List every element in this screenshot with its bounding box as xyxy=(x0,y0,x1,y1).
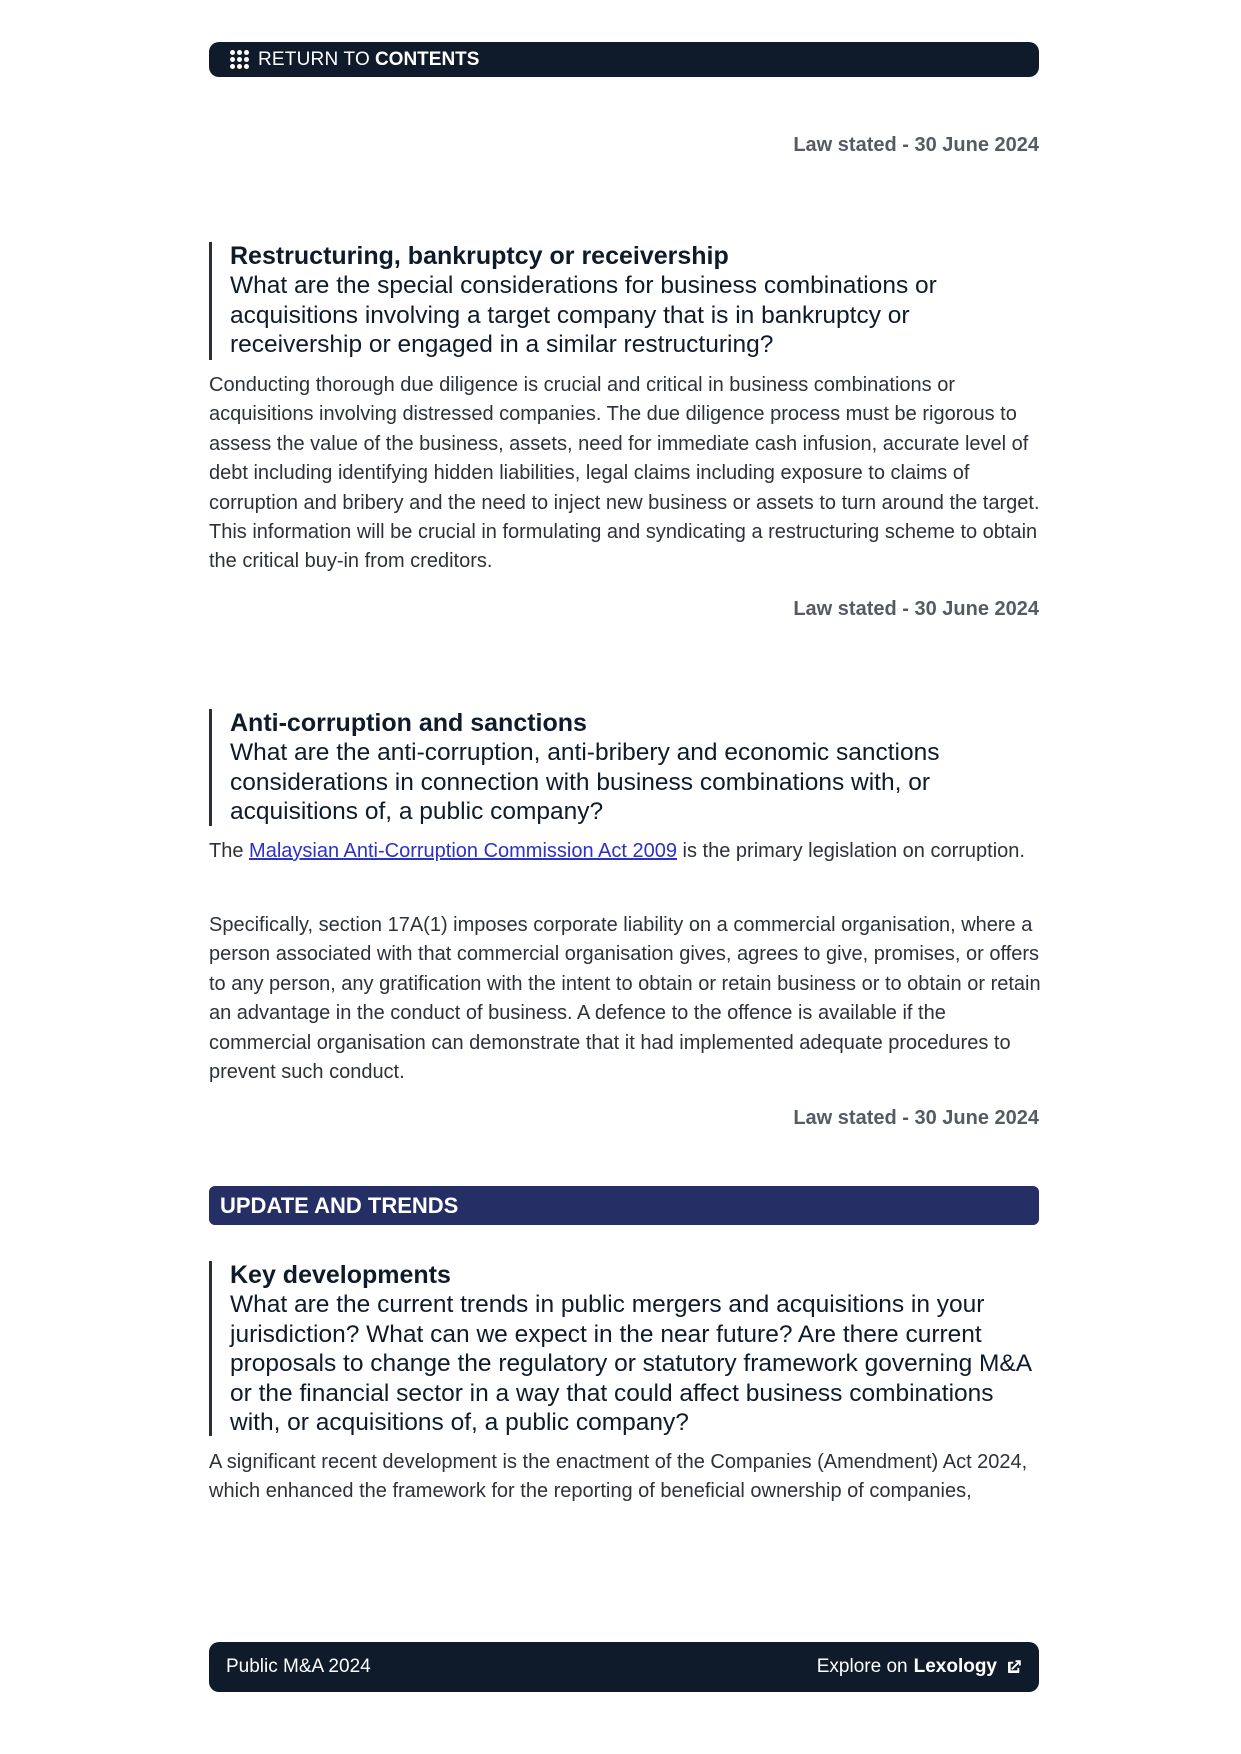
question-text: What are the special considerations for business combinations or acquisitions involving a target company that is in bankruptcy or receivership or engaged in a similar restructuring? xyxy=(230,272,937,358)
question-title: Restructuring, bankruptcy or receivership xyxy=(230,242,729,270)
answer-paragraph: A significant recent development is the enactment of the Companies (Amendment) Act 2024, which enhanced the framework for the reporting of beneficial ownership of companies, xyxy=(209,1451,1028,1503)
answer-paragraph: Conducting thorough due diligence is crucial and critical in business combinations or acquisitions involving distressed companies. The due diligence process must be rigorous to assess the value of the business, assets, need for immediate cash infusion, accurate level of debt including identifying hidden liabilities, legal claims including exposure to claims of corruption and bribery and the need to inject new business or assets to turn around the target. This information will be crucial in formulating and syndicating a restructuring scheme to obtain the critical buy-in from creditors. xyxy=(209,374,1040,573)
law-stated-date: Law stated - 30 June 2024 xyxy=(793,1107,1039,1129)
explore-prefix: Explore on xyxy=(816,1656,908,1677)
question-text: What are the current trends in public mergers and acquisitions in your jurisdiction? What can we expect in the near future? Are there current proposals to change the regulatory or statutory framework governing M&A or the financial sector in a way that could affect business combinations with, or acquisitions of, a public company? xyxy=(230,1291,1031,1436)
return-to-contents-button[interactable] xyxy=(209,42,1039,77)
answer-paragraph: Specifically, section 17A(1) imposes corporate liability on a commercial organisation, where a person associated with that commercial organisation gives, agrees to give, promises, or offers to any person, any gratification with the intent to obtain or retain business or to obtain or retain an advantage in the conduct of business. A defence to the offence is available if the commercial organisation can demonstrate that it had implemented adequate procedures to prevent such conduct. xyxy=(209,914,1041,1084)
question-title: Key developments xyxy=(230,1261,451,1289)
question-text: What are the anti-corruption, anti-bribery and economic sanctions considerations in connection with business combinations with, or acquisitions of, a public company? xyxy=(230,739,940,825)
grid-dots-icon xyxy=(230,50,249,69)
law-stated-date: Law stated - 30 June 2024 xyxy=(793,134,1039,156)
external-link-icon xyxy=(1005,1658,1023,1676)
publication-title: Public M&A 2024 xyxy=(226,1656,371,1677)
section-heading: UPDATE AND TRENDS xyxy=(209,1186,1039,1225)
answer-paragraph xyxy=(209,837,1041,866)
law-stated-date: Law stated - 30 June 2024 xyxy=(793,598,1039,620)
intro-text: The xyxy=(209,840,250,862)
return-target: CONTENTS xyxy=(374,48,480,70)
footer-bar xyxy=(209,1642,1039,1692)
question-title: Anti-corruption and sanctions xyxy=(230,709,587,737)
lexology-brand: Lexology xyxy=(913,1656,997,1677)
question-block-anti-corruption xyxy=(209,709,1039,826)
macc-act-link[interactable]: Malaysian Anti-Corruption Commission Act 2009 xyxy=(249,840,677,862)
question-block-restructuring xyxy=(209,242,1039,360)
intro-text: is the primary legislation on corruption. xyxy=(677,840,1025,862)
return-prefix: RETURN TO xyxy=(258,48,370,70)
question-block-key-developments xyxy=(209,1261,1039,1436)
explore-on-lexology-link[interactable] xyxy=(817,1656,1023,1678)
